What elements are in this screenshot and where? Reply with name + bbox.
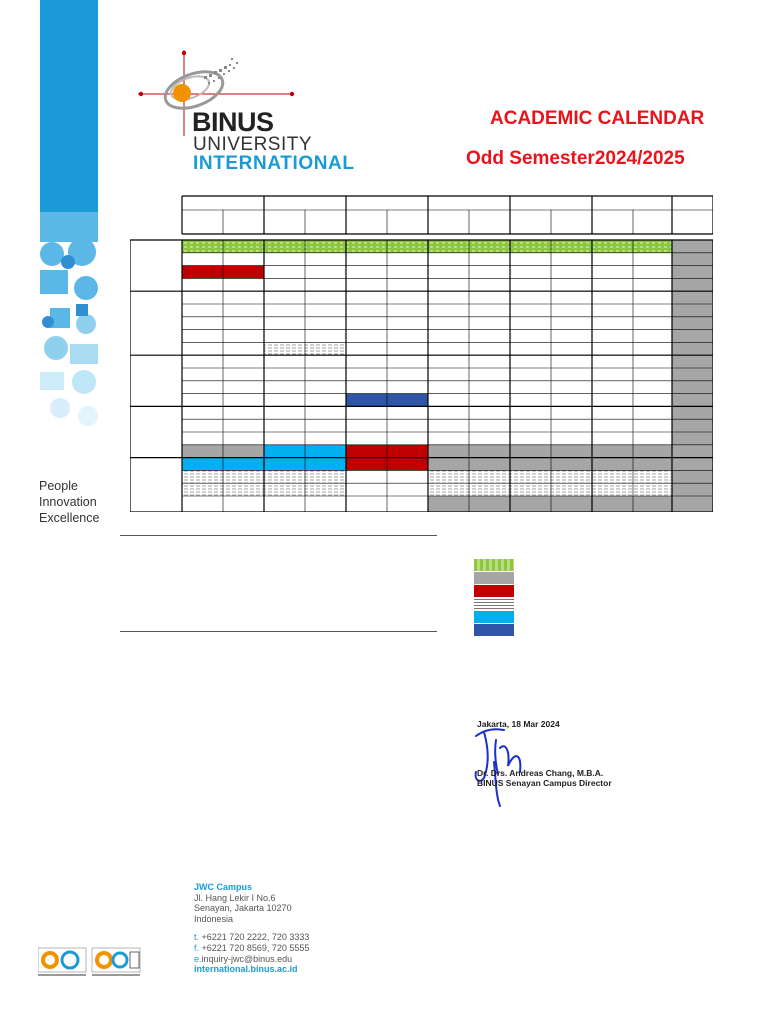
brand-international: INTERNATIONAL — [193, 153, 355, 174]
calendar-cell-gray — [672, 419, 713, 432]
brand-name: BINUS — [192, 107, 274, 137]
brand-tagline — [39, 478, 99, 526]
phone-line — [194, 932, 309, 943]
legend-swatch-navy — [474, 624, 514, 637]
side-stripe-pattern — [40, 212, 98, 430]
legend-swatch-cyan — [474, 611, 514, 624]
calendar-cell-gray — [672, 317, 713, 330]
calendar-cell-gray — [672, 278, 713, 291]
iso-certification-mark-2-icon — [92, 948, 140, 976]
calendar-legend — [474, 559, 514, 637]
campus-address — [194, 882, 309, 975]
calendar-cell-gray — [428, 445, 672, 458]
calendar-cell-gray — [428, 458, 672, 471]
academic-calendar-grid — [130, 194, 713, 512]
side-stripe-solid — [40, 0, 98, 212]
calendar-cell-dashed — [428, 470, 672, 483]
calendar-cell-gray — [672, 445, 713, 458]
campus-name: JWC Campus — [194, 882, 253, 892]
calendar-cell-gray — [672, 470, 713, 483]
brand-university: UNIVERSITY — [193, 134, 313, 155]
phone-numbers: +6221 720 2222, 720 3333 — [201, 932, 310, 943]
calendar-cell-green — [182, 240, 672, 253]
calendar-cell-gray — [672, 240, 713, 253]
calendar-cell-gray — [672, 496, 713, 512]
calendar-cell-gray — [672, 432, 713, 445]
calendar-cell-gray — [672, 458, 713, 471]
handwritten-signature — [470, 722, 530, 808]
address-line: Jl. Hang Lekir I No.6 — [194, 892, 276, 903]
calendar-cell-gray — [672, 304, 713, 317]
signature-date: Jakarta, 18 Mar 2024 — [477, 719, 560, 729]
calendar-cell-gray — [672, 291, 713, 304]
address-line: Senayan, Jakarta 10270 — [194, 903, 292, 914]
calendar-cell-gray — [672, 342, 713, 355]
address-line: Indonesia — [194, 913, 234, 924]
iso-certification-mark-icon — [38, 948, 86, 976]
phone-label: t. — [194, 932, 200, 943]
calendar-cell-gray — [672, 394, 713, 407]
brand-side-stripe — [40, 0, 98, 430]
legend-swatch-dashed — [474, 598, 514, 611]
fax-label: f. — [194, 942, 200, 953]
fax-numbers: +6221 720 8569, 720 5555 — [201, 942, 310, 953]
calendar-cell-dashed — [428, 483, 672, 496]
page-subtitle: Odd Semester2024/2025 — [466, 148, 685, 169]
email-line — [194, 954, 309, 965]
legend-swatch-green — [474, 559, 514, 572]
legend-swatch-red — [474, 585, 514, 598]
calendar-cell-gray — [672, 330, 713, 343]
calendar-cell-gray — [672, 368, 713, 381]
page-title: ACADEMIC CALENDAR — [490, 108, 705, 129]
website-link[interactable]: international.binus.ac.id — [194, 964, 298, 975]
email-address[interactable]: inquiry-jwc@binus.edu — [201, 953, 293, 964]
divider-top — [120, 535, 437, 536]
signatory-role: BINUS Senayan Campus Director — [477, 778, 612, 788]
calendar-cell-gray — [672, 483, 713, 496]
fax-line — [194, 943, 309, 954]
tagline-line: People — [39, 479, 78, 493]
tagline-line: Excellence — [39, 511, 100, 525]
divider-bottom — [120, 631, 437, 632]
certification-logos — [38, 944, 142, 980]
calendar-cell-gray — [672, 266, 713, 279]
tagline-line: Innovation — [39, 495, 97, 509]
calendar-cell-gray — [672, 381, 713, 394]
calendar-cell-gray — [428, 496, 672, 512]
legend-swatch-gray — [474, 572, 514, 585]
email-label: e. — [194, 953, 202, 964]
calendar-cell-gray — [672, 355, 713, 368]
calendar-cell-gray — [672, 253, 713, 266]
calendar-cell-gray — [672, 406, 713, 419]
signatory-name: Dr. Drs. Andreas Chang, M.B.A. — [477, 768, 604, 778]
